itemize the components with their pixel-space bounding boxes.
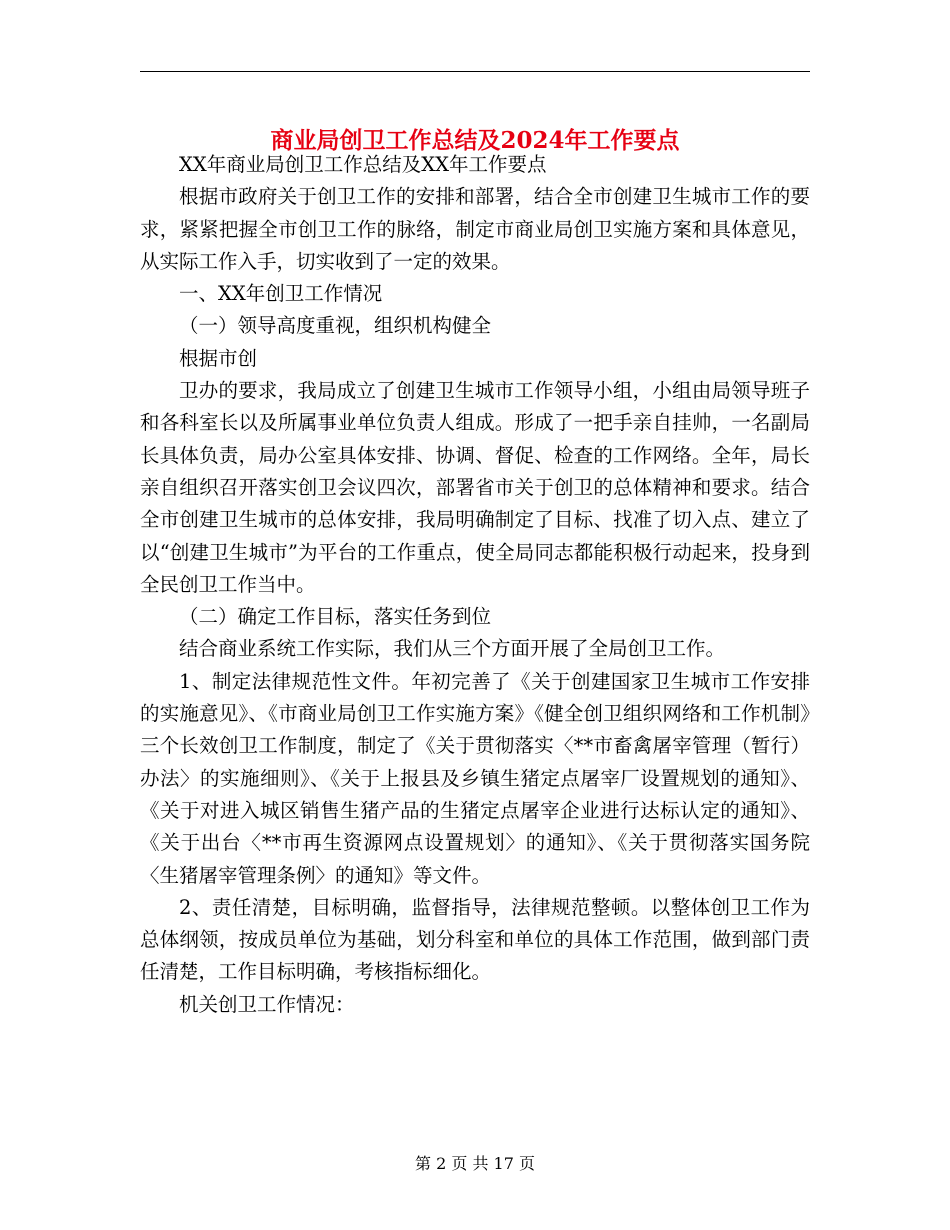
paragraph-approach: 结合商业系统工作实际，我们从三个方面开展了全局创卫工作。 bbox=[179, 637, 726, 661]
paragraph-item-2: 2、责任清楚，目标明确，监督指导，法律规范整顿。以整体创卫工作为总体纲领，按成员单位为基础，划分科室和单位的具体工作范围，做到部门责任清楚，工作目标明确，考核指标细化。 bbox=[140, 895, 810, 984]
document-title: 商业局创卫工作总结及2024年工作要点 bbox=[270, 127, 680, 155]
subsection-heading-2: （二）确定工作目标，落实任务到位 bbox=[179, 605, 492, 629]
paragraph-intro: 根据市政府关于创卫工作的安排和部署，结合全市创建卫生城市工作的要求，紧紧把握全市创卫工作的脉络，制定市商业局创卫实施方案和具体意见，从实际工作入手，切实收到了一定的效果。 bbox=[140, 185, 810, 273]
document-body bbox=[140, 149, 810, 1021]
page-number: 第 2 页 共 17 页 bbox=[415, 1154, 535, 1173]
paragraph-leadership: 卫办的要求，我局成立了创建卫生城市工作领导小组，小组由局领导班子和各科室长以及所属事业单位负责人组成。形成了一把手亲自挂帅，一名副局长具体负责，局办公室具体安排、协调、督促、检查的工作网络。全年，局长亲自组织召开落实创卫会议四次，部署省市关于创卫的总体精神和要求。结合全市创建卫生城市的总体安排，我局明确制定了目标、找准了切入点、建立了以“创建卫生城市”为平台的工作重点，使全局同志都能积极行动起来，投身到全民创卫工作当中。 bbox=[140, 379, 810, 596]
paragraph-office: 机关创卫工作情况： bbox=[179, 992, 355, 1016]
paragraph-fragment: 根据市创 bbox=[179, 346, 258, 370]
section-heading-1: 一、XX年创卫工作情况 bbox=[179, 282, 383, 306]
subsection-heading-1: （一）领导高度重视，组织机构健全 bbox=[179, 314, 492, 338]
paragraph-item-1: 1、制定法律规范性文件。年初完善了《关于创建国家卫生城市工作安排的实施意见》、《市商业局创卫工作实施方案》《健全创卫组织网络和工作机制》三个长效创卫工作制度，制定了《关于贯彻落实〈**市畜禽屠宰管理（暂行）办法〉的实施细则》、《关于上报县及乡镇生猪定点屠宰厂设置规划的通知》、《关于对进入城区销售生猪产品的生猪定点屠宰企业进行达标认定的通知》、《关于出台〈**市再生资源网点设置规划〉的通知》、《关于贯彻落实国务院〈生猪屠宰管理条例〉的通知》等文件。 bbox=[140, 669, 810, 887]
paragraph-subtitle: XX年商业局创卫工作总结及XX年工作要点 bbox=[179, 153, 547, 176]
header-rule bbox=[140, 71, 810, 72]
